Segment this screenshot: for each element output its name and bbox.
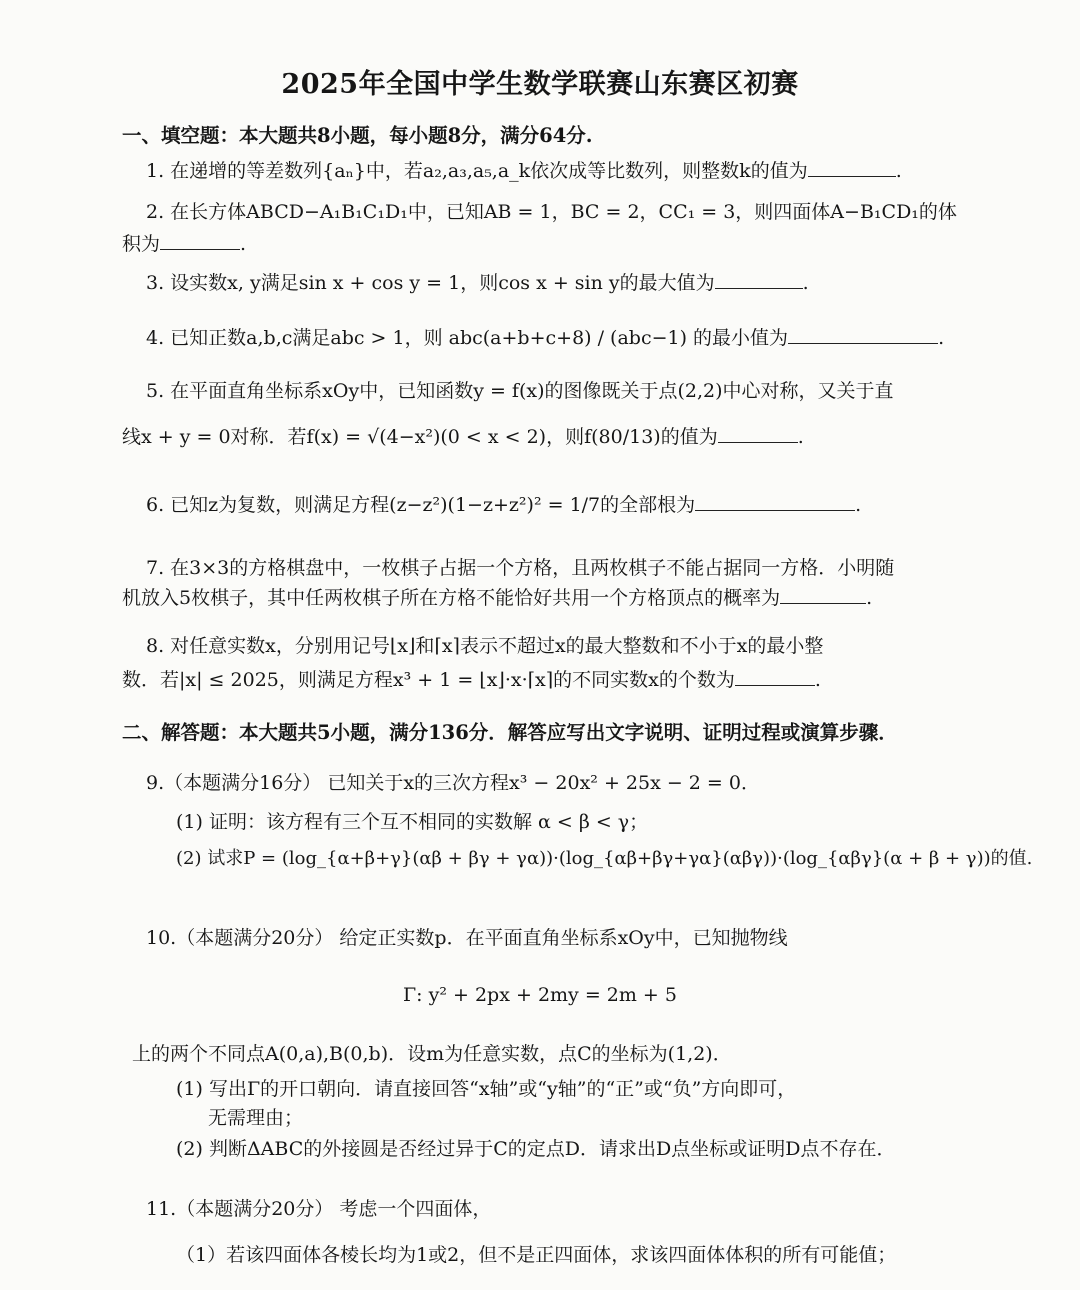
question-1: 1. 在递增的等差数列{aₙ}中，若a₂,a₃,a₅,a_k依次成等比数列，则整数k的值为 . <box>146 160 902 182</box>
answer-blank <box>735 667 815 686</box>
question-8-line-1: 8. 对任意实数x，分别用记号⌊x⌋和⌈x⌉表示不超过x的最大整数和不小于x的最小整 <box>146 635 824 657</box>
question-10: 10.（本题满分20分） 给定正实数p．在平面直角坐标系xOy中，已知抛物线 <box>146 927 788 949</box>
section-heading-fill-in: 一、填空题：本大题共8小题，每小题8分，满分64分. <box>122 124 593 147</box>
question-10-points: 上的两个不同点A(0,a),B(0,b)．设m为任意实数，点C的坐标为(1,2)． <box>132 1043 732 1065</box>
question-9: 9.（本题满分16分） 已知关于x的三次方程x³ − 20x² + 25x − 2 = 0． <box>146 772 760 794</box>
question-9-part-1: (1) 证明：该方程有三个互不相同的实数解 α < β < γ； <box>176 811 649 833</box>
question-5-line-1: 5. 在平面直角坐标系xOy中，已知函数y = f(x)的图像既关于点(2,2)中心对称，又关于直 <box>146 380 894 402</box>
question-4: 4. 已知正数a,b,c满足abc > 1，则 abc(a+b+c+8) / (abc−1) 的最小值为 . <box>146 327 945 349</box>
question-10-part-1: (1) 写出Γ的开口朝向．请直接回答“x轴”或“y轴”的“正”或“负”方向即可， <box>176 1078 797 1100</box>
answer-blank <box>695 492 855 511</box>
answer-blank <box>780 585 866 604</box>
question-2-line-1: 2. 在长方体ABCD−A₁B₁C₁D₁中，已知AB = 1，BC = 2，CC₁ = 3，则四面体A−B₁CD₁的体 <box>146 201 957 223</box>
question-10-part-1-cont: 无需理由； <box>208 1107 304 1129</box>
answer-blank <box>808 158 896 177</box>
question-6: 6. 已知z为复数，则满足方程(z−z²)(1−z+z²)² = 1/7的全部根为 . <box>146 494 862 516</box>
question-2-line-2: 积为 . <box>122 233 247 255</box>
question-7-line-2: 机放入5枚棋子，其中任两枚棋子所在方格不能恰好共用一个方格顶点的概率为 . <box>122 587 873 609</box>
answer-blank <box>715 270 803 289</box>
answer-blank <box>718 424 798 443</box>
answer-blank <box>788 325 938 344</box>
answer-blank <box>160 231 240 250</box>
question-10-equation: Γ: y² + 2px + 2my = 2m + 5 <box>403 984 677 1006</box>
question-3: 3. 设实数x, y满足sin x + cos y = 1，则cos x + sin y的最大值为 . <box>146 272 809 294</box>
page-title: 2025年全国中学生数学联赛山东赛区初赛 <box>281 69 799 100</box>
question-11: 11.（本题满分20分） 考虑一个四面体， <box>146 1198 492 1220</box>
question-5-line-2: 线x + y = 0对称．若f(x) = √(4−x²)(0 < x < 2)，则f(80/13)的值为 . <box>122 426 804 448</box>
question-7-line-1: 7. 在3×3的方格棋盘中，一枚棋子占据一个方格，且两枚棋子不能占据同一方格．小明随 <box>146 557 895 579</box>
question-10-part-2: (2) 判断ΔABC的外接圆是否经过异于C的定点D．请求出D点坐标或证明D点不存在． <box>176 1138 896 1160</box>
question-11-part-1: （1）若该四面体各棱长均为1或2，但不是正四面体，求该四面体体积的所有可能值； <box>176 1244 897 1266</box>
section-heading-solutions: 二、解答题：本大题共5小题，满分136分．解答应写出文字说明、证明过程或演算步骤． <box>122 721 898 744</box>
question-8-line-2: 数．若|x| ≤ 2025，则满足方程x³ + 1 = ⌊x⌋·x·⌈x⌉的不同实数x的个数为 . <box>122 669 821 691</box>
question-9-part-2: (2) 试求P = (log_{α+β+γ}(αβ + βγ + γα))·(log_{αβ+βγ+γα}(αβγ))·(log_{αβγ}(α + β + γ))的值. <box>176 848 1033 869</box>
